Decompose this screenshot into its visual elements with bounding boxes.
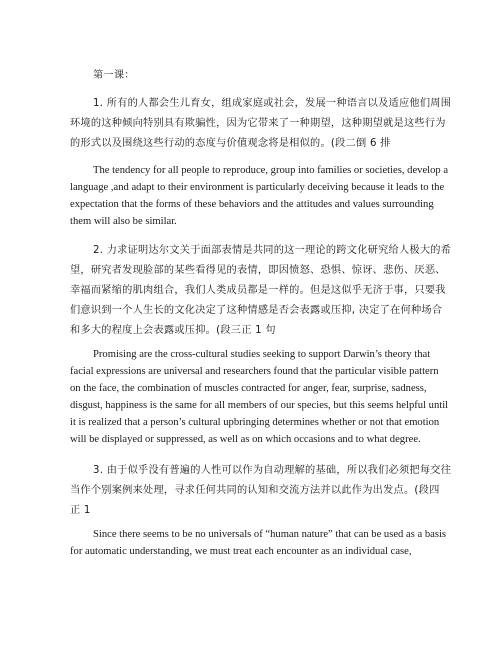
paragraph-2-cn-line: 和多大的程度上会表露或压抑。(段三正 1 句 bbox=[70, 325, 276, 336]
paragraph-2-en-line: will be displayed or suppressed, as well as on which occasions and to what degree. bbox=[70, 434, 421, 445]
paragraph-1-cn-line: 1. 所有的人都会生儿育女，组成家庭或社会，发展一种语言以及适应他们周围 bbox=[93, 98, 452, 109]
paragraph-2-en-line: disgust, happiness is the same for all members of our species, but this seems helpful until bbox=[70, 400, 449, 411]
paragraph-1-en-line: language ,and adapt to their environment is particularly deceiving because it leads to the bbox=[70, 182, 445, 193]
paragraph-2-en-line: on the face, the combination of muscles contracted for anger, fear, surprise, sadness, bbox=[70, 383, 427, 394]
paragraph-1-en-line: The tendency for all people to reproduce, group into families or societies, develop a bbox=[93, 165, 449, 176]
paragraph-2-en-line: facial expressions are universal and researchers found that the particular visible pattern bbox=[70, 366, 439, 377]
paragraph-3-cn-line: 当作个别案例来处理，寻求任何共同的认知和交流方法并以此作为出发点。(段四 bbox=[70, 485, 440, 496]
paragraph-2-cn-line: 幸福而紧缩的肌肉组合，我们人类成员都是一样的。但是这似乎无济于事，只要我 bbox=[70, 285, 446, 296]
paragraph-2-cn-line: 望，研究者发现脸部的某些看得见的表情，即因愤怒、恐惧、惊讶、悲伤、厌恶、 bbox=[70, 265, 446, 276]
paragraph-1-en-line: expectation that the forms of these behaviors and the attitudes and values surrounding bbox=[70, 199, 434, 210]
paragraph-1-cn-line: 的形式以及围绕这些行动的态度与价值观念将是相似的。(段二倒 6 排 bbox=[70, 138, 391, 149]
paragraph-3-cn-line: 正 1 bbox=[70, 505, 91, 516]
paragraph-1-cn-line: 环境的这种倾向特别具有欺骗性，因为它带来了一种期望，这种期望就是这些行为 bbox=[70, 118, 446, 129]
paragraph-2-cn-line: 们意识到一个人生长的文化决定了这种情感是否会表露或压抑, 决定了在何种场合 bbox=[70, 305, 443, 316]
paragraph-2-en-line: Promising are the cross-cultural studies seeking to support Darwin’s theory that bbox=[93, 349, 431, 360]
paragraph-3-en-line: for automatic understanding, we must treat each encounter as an individual case, bbox=[70, 546, 412, 557]
paragraph-1-en-line: them will also be similar. bbox=[70, 216, 177, 227]
paragraph-2-en-line: it is realized that a person’s cultural upbringing determines whether or not that emotion bbox=[70, 417, 440, 428]
paragraph-3-cn-line: 3. 由于似乎没有普遍的人性可以作为自动理解的基础，所以我们必须把每交往 bbox=[93, 465, 452, 476]
paragraph-2-cn-line: 2. 力求证明达尔文关于面部表情是共同的这一理论的跨文化研究给人极大的希 bbox=[93, 245, 452, 256]
lesson-heading: 第一课： bbox=[93, 70, 135, 81]
paragraph-3-en-line: Since there seems to be no universals of “human nature” that can be used as a basis bbox=[93, 529, 447, 540]
